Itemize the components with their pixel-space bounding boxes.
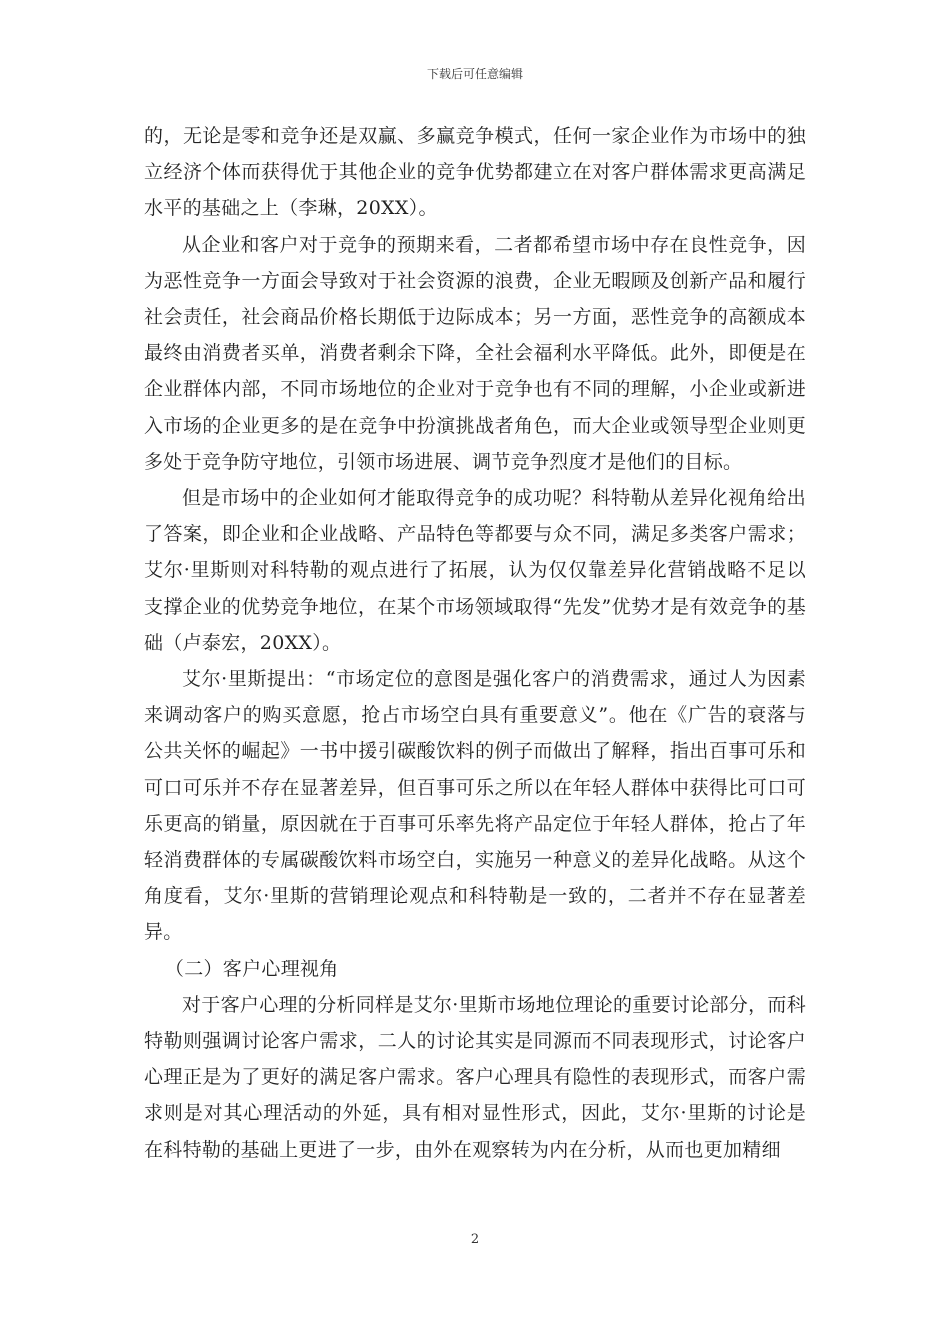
document-body bbox=[144, 118, 806, 1168]
page-header: 下载后可任意编辑 bbox=[426, 67, 523, 81]
paragraph-continued: 的，无论是零和竞争还是双赢、多赢竞争模式，任何一家企业作为市场中的独立经济个体而获得优于其他企业的竞争优势都建立在对客户群体需求更高满足水平的基础之上（李琳，20XX）。 bbox=[144, 125, 806, 220]
page-number: 2 bbox=[470, 1232, 480, 1247]
paragraph-customer-psychology: 对于客户心理的分析同样是艾尔·里斯市场地位理论的重要讨论部分，而科特勒则强调讨论客户需求，二人的讨论其实是同源而不同表现形式，讨论客户心理正是为了更好的满足客户需求。客户心理具有隐性的表现形式，而客户需求则是对其心理活动的外延，具有相对显性形式，因此，艾尔·里斯的讨论是在科特勒的基础上更进了一步，由外在观察转为内在分析，从而也更加精细 bbox=[144, 993, 806, 1161]
paragraph-competition-expectation: 从企业和客户对于竞争的预期来看，二者都希望市场中存在良性竞争，因为恶性竞争一方面会导致对于社会资源的浪费，企业无暇顾及创新产品和履行社会责任，社会商品价格长期低于边际成本；另一方面，恶性竞争的高额成本最终由消费者买单，消费者剩余下降，全社会福利水平降低。此外，即便是在企业群体内部，不同市场地位的企业对于竞争也有不同的理解，小企业或新进入市场的企业更多的是在竞争中扮演挑战者角色，而大企业或领导型企业则更多处于竞争防守地位，引领市场进展、调节竞争烈度才是他们的目标。 bbox=[144, 233, 806, 473]
paragraph-competition-success: 但是市场中的企业如何才能取得竞争的成功呢？科特勒从差异化视角给出了答案，即企业和企业战略、产品特色等都要与众不同，满足多类客户需求；艾尔·里斯则对科特勒的观点进行了拓展，认为仅仅靠差异化营销战略不足以支撑企业的优势竞争地位，在某个市场领域取得“先发”优势才是有效竞争的基础（卢泰宏，20XX）。 bbox=[144, 487, 806, 654]
section-heading: （二）客户心理视角 bbox=[164, 957, 339, 980]
paragraph-market-positioning: 艾尔·里斯提出：“市场定位的意图是强化客户的消费需求，通过人为因素来调动客户的购买意愿，抢占市场空白具有重要意义”。他在《广告的衰落与公共关怀的崛起》一书中援引碳酸饮料的例子而做出了解释，指出百事可乐和可口可乐并不存在显著差异，但百事可乐之所以在年轻人群体中获得比可口可乐更高的销量，原因就在于百事可乐率先将产品定位于年轻人群体，抢占了年轻消费群体的专属碳酸饮料市场空白，实施另一种意义的差异化战略。从这个角度看，艾尔·里斯的营销理论观点和科特勒是一致的，二者并不存在显著差异。 bbox=[144, 668, 806, 944]
